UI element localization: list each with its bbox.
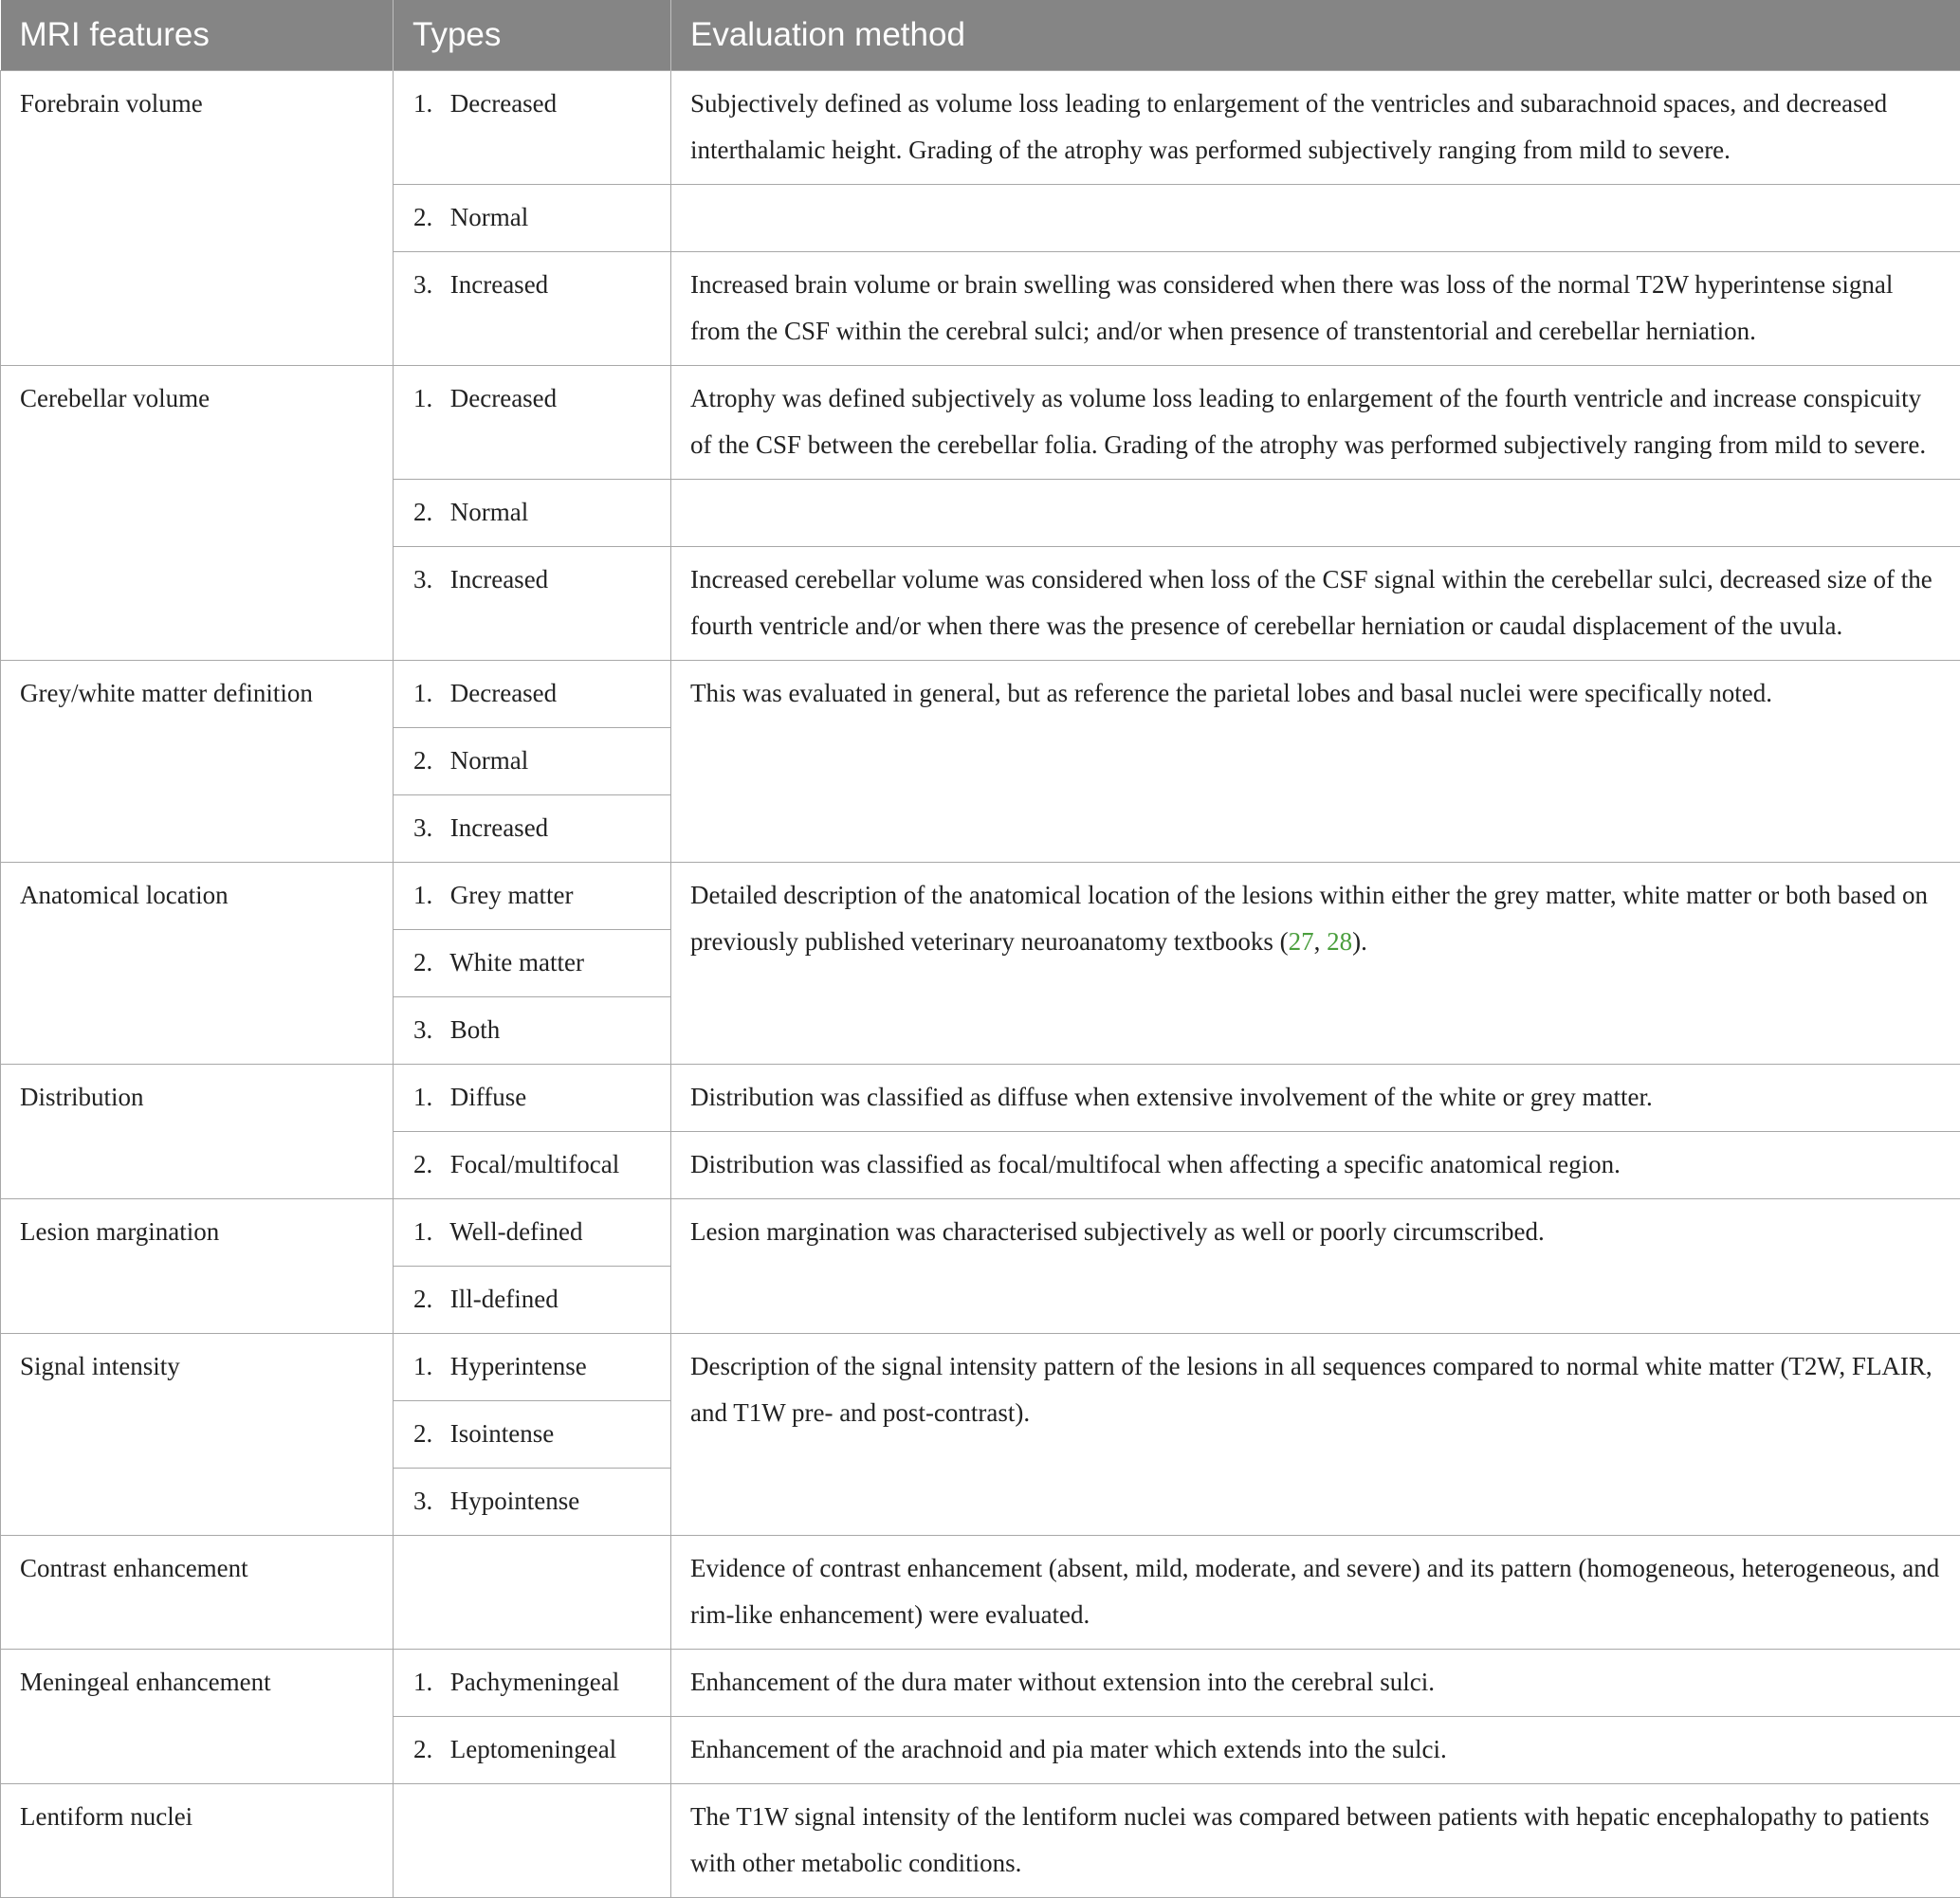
feature-cell: Cerebellar volume xyxy=(1,366,394,661)
table-row xyxy=(1,1065,1960,1132)
table-row xyxy=(1,366,1960,480)
type-label: Decreased xyxy=(450,384,557,412)
evaluation-cell: Atrophy was defined subjectively as volume loss leading to enlargement of the fourth ventricle and increase conspicuity of the CSF between the cerebellar folia. Grading of the atrophy was performed subjectively ranging from mild to severe. xyxy=(671,366,1960,480)
type-cell xyxy=(394,1650,671,1717)
feature-cell: Anatomical location xyxy=(1,863,394,1065)
type-number: 2. xyxy=(413,940,444,986)
evaluation-text: Detailed description of the anatomical location of the lesions within either the grey matter, white matter or both based on previously published veterinary neuroanatomy textbooks ( xyxy=(690,881,1928,956)
type-number: 3. xyxy=(413,557,444,603)
type-cell xyxy=(394,1132,671,1199)
type-number: 1. xyxy=(413,1343,444,1390)
evaluation-cell xyxy=(671,185,1960,252)
type-cell xyxy=(394,1065,671,1132)
type-label: Ill-defined xyxy=(450,1285,559,1313)
type-label: White matter xyxy=(449,948,584,976)
type-label: Increased xyxy=(450,813,548,842)
evaluation-cell: Lesion margination was characterised subjectively as well or poorly circumscribed. xyxy=(671,1199,1960,1334)
reference-separator: , xyxy=(1314,927,1328,956)
type-number: 2. xyxy=(413,1276,444,1323)
evaluation-cell: The T1W signal intensity of the lentiform nuclei was compared between patients with hepatic encephalopathy to patients with other metabolic conditions. xyxy=(671,1784,1960,1898)
header-evaluation-method: Evaluation method xyxy=(671,0,1960,71)
type-label: Well-defined xyxy=(449,1217,582,1246)
table-row xyxy=(1,71,1960,185)
evaluation-cell: Increased cerebellar volume was considered when loss of the CSF signal within the cerebellar sulci, decreased size of the fourth ventricle and/or when there was the presence of cerebellar herniation or caudal displacement of the uvula. xyxy=(671,547,1960,661)
type-label: Normal xyxy=(450,498,528,526)
type-number: 1. xyxy=(413,1659,444,1706)
type-number: 3. xyxy=(413,1478,444,1524)
type-label: Both xyxy=(450,1015,501,1044)
type-cell xyxy=(394,185,671,252)
header-mri-features: MRI features xyxy=(1,0,394,71)
evaluation-cell: Increased brain volume or brain swelling was considered when there was loss of the normal T2W hyperintense signal from the CSF within the cerebral sulci; and/or when presence of transtentorial and cerebellar herniation. xyxy=(671,252,1960,366)
type-label: Hypointense xyxy=(450,1487,579,1515)
table-row xyxy=(1,863,1960,930)
type-cell xyxy=(394,728,671,795)
type-cell-empty xyxy=(394,1784,671,1898)
type-cell xyxy=(394,1469,671,1536)
type-number: 3. xyxy=(413,805,444,851)
evaluation-cell: Enhancement of the arachnoid and pia mater which extends into the sulci. xyxy=(671,1717,1960,1784)
evaluation-cell: This was evaluated in general, but as reference the parietal lobes and basal nuclei were specifically noted. xyxy=(671,661,1960,863)
type-cell xyxy=(394,547,671,661)
type-number: 1. xyxy=(413,81,444,127)
type-cell-empty xyxy=(394,1536,671,1650)
type-label: Leptomeningeal xyxy=(450,1735,616,1763)
type-number: 3. xyxy=(413,1007,444,1053)
type-label: Hyperintense xyxy=(450,1352,587,1380)
table-row xyxy=(1,1199,1960,1267)
type-number: 1. xyxy=(413,872,444,919)
reference-link-28[interactable]: 28 xyxy=(1327,927,1352,956)
type-label: Normal xyxy=(450,203,528,231)
type-number: 2. xyxy=(413,738,444,784)
type-cell xyxy=(394,1199,671,1267)
reference-link-27[interactable]: 27 xyxy=(1289,927,1314,956)
type-cell xyxy=(394,661,671,728)
type-label: Grey matter xyxy=(450,881,574,909)
type-label: Increased xyxy=(450,270,548,299)
feature-cell: Contrast enhancement xyxy=(1,1536,394,1650)
type-cell xyxy=(394,480,671,547)
evaluation-cell: Subjectively defined as volume loss leading to enlargement of the ventricles and subarachnoid spaces, and decreased interthalamic height. Grading of the atrophy was performed subjectively ranging from mild to severe. xyxy=(671,71,1960,185)
feature-cell: Meningeal enhancement xyxy=(1,1650,394,1784)
type-cell xyxy=(394,1401,671,1469)
type-label: Decreased xyxy=(450,89,557,118)
feature-cell: Lentiform nuclei xyxy=(1,1784,394,1898)
table-row xyxy=(1,1334,1960,1401)
feature-cell: Forebrain volume xyxy=(1,71,394,366)
type-label: Increased xyxy=(450,565,548,593)
evaluation-cell: Enhancement of the dura mater without extension into the cerebral sulci. xyxy=(671,1650,1960,1717)
type-number: 2. xyxy=(413,1411,444,1457)
type-cell xyxy=(394,366,671,480)
type-label: Pachymeningeal xyxy=(450,1668,619,1696)
type-label: Focal/multifocal xyxy=(450,1150,619,1178)
feature-cell: Distribution xyxy=(1,1065,394,1199)
feature-cell: Grey/white matter definition xyxy=(1,661,394,863)
type-cell xyxy=(394,1334,671,1401)
type-number: 2. xyxy=(413,1726,444,1773)
type-cell xyxy=(394,795,671,863)
type-number: 3. xyxy=(413,262,444,308)
evaluation-cell: Description of the signal intensity pattern of the lesions in all sequences compared to normal white matter (T2W, FLAIR, and T1W pre- and post-contrast). xyxy=(671,1334,1960,1536)
header-row xyxy=(1,0,1960,71)
type-cell xyxy=(394,863,671,930)
type-number: 1. xyxy=(413,1209,444,1255)
table-row xyxy=(1,1536,1960,1650)
type-label: Decreased xyxy=(450,679,557,707)
feature-cell: Lesion margination xyxy=(1,1199,394,1334)
evaluation-text-end: ). xyxy=(1352,927,1367,956)
evaluation-cell: Evidence of contrast enhancement (absent, mild, moderate, and severe) and its pattern (homogeneous, heterogeneous, and rim-like enhancement) were evaluated. xyxy=(671,1536,1960,1650)
evaluation-cell: Distribution was classified as focal/multifocal when affecting a specific anatomical region. xyxy=(671,1132,1960,1199)
type-label: Diffuse xyxy=(450,1083,527,1111)
feature-cell: Signal intensity xyxy=(1,1334,394,1536)
type-label: Isointense xyxy=(450,1419,554,1448)
type-cell xyxy=(394,71,671,185)
type-number: 2. xyxy=(413,489,444,536)
evaluation-cell xyxy=(671,863,1960,1065)
table-row xyxy=(1,1784,1960,1898)
type-cell xyxy=(394,1267,671,1334)
type-cell xyxy=(394,252,671,366)
evaluation-cell xyxy=(671,480,1960,547)
type-number: 1. xyxy=(413,670,444,717)
table-row xyxy=(1,1650,1960,1717)
evaluation-cell: Distribution was classified as diffuse when extensive involvement of the white or grey matter. xyxy=(671,1065,1960,1132)
type-cell xyxy=(394,1717,671,1784)
header-types: Types xyxy=(394,0,671,71)
type-cell xyxy=(394,997,671,1065)
type-number: 1. xyxy=(413,1074,444,1121)
type-number: 2. xyxy=(413,1141,444,1188)
type-cell xyxy=(394,930,671,997)
table-row xyxy=(1,661,1960,728)
type-label: Normal xyxy=(450,746,528,775)
type-number: 2. xyxy=(413,194,444,241)
type-number: 1. xyxy=(413,375,444,422)
